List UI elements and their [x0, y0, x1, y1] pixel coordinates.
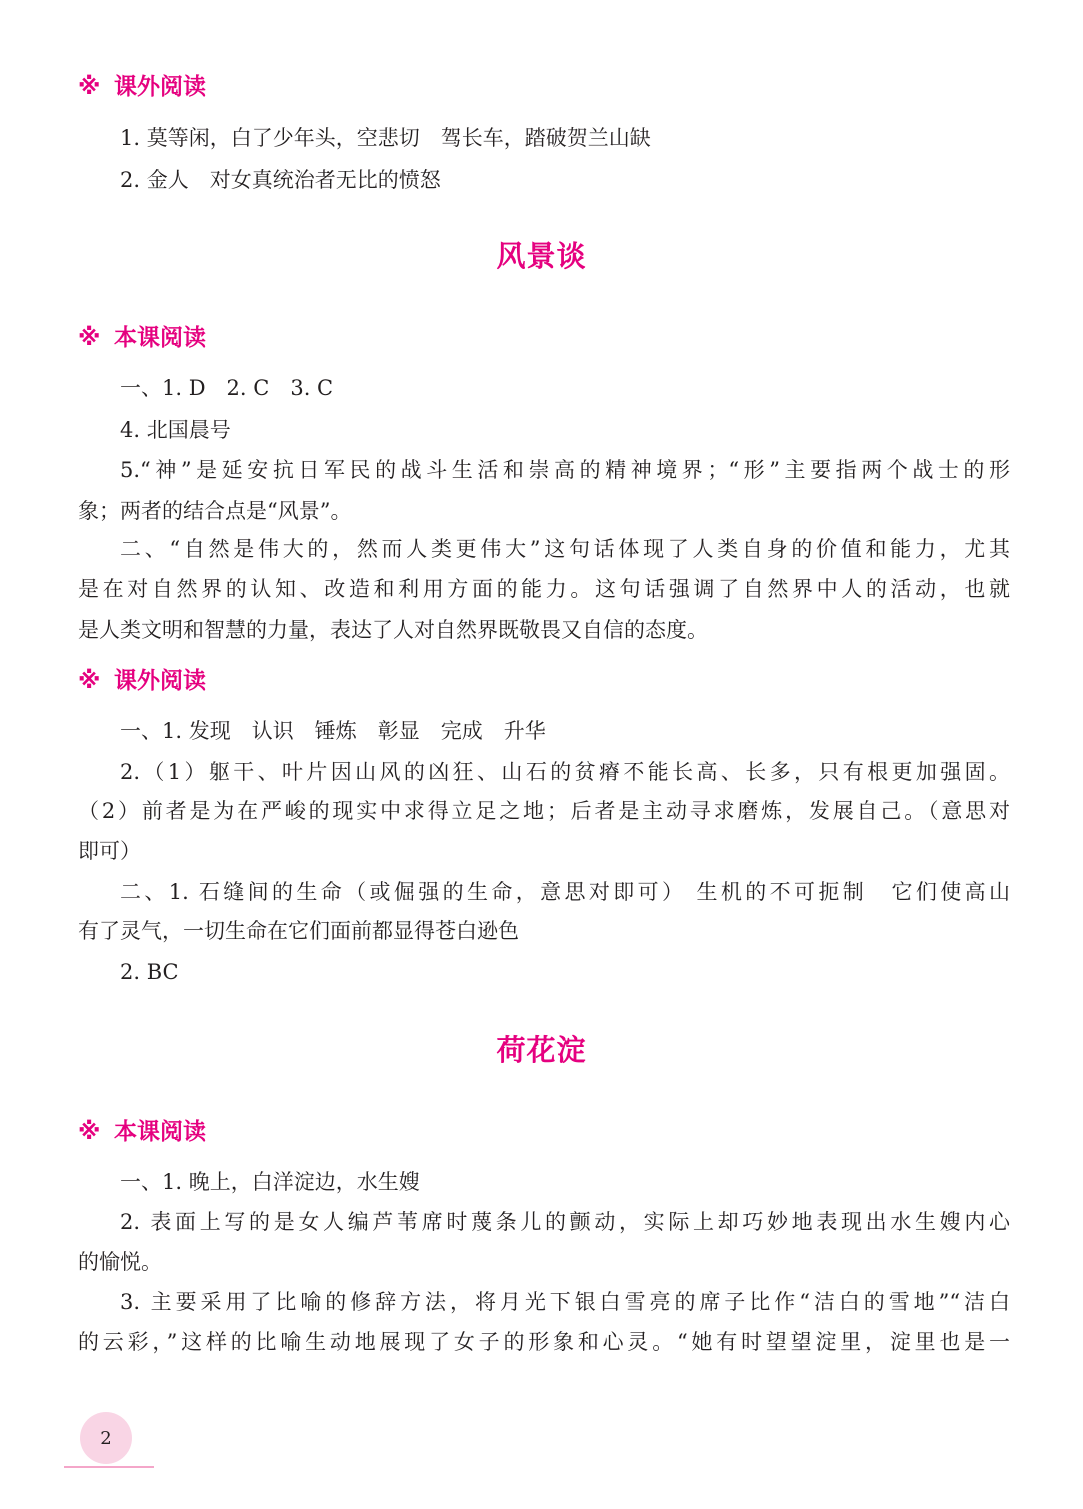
- reference-mark-icon: ※: [78, 1119, 101, 1145]
- answer-line: 5.“神”是延安抗日军民的战斗生活和崇高的精神境界；“形”主要指两个战士的形: [120, 458, 1010, 482]
- section-heading-extracurricular-1: [78, 72, 206, 102]
- answer-line: 有了灵气，一切生命在它们面前都显得苍白逊色: [78, 919, 519, 943]
- answer-line: 二、“自然是伟大的，然而人类更伟大”这句话体现了人类自身的价值和能力，尤其: [120, 537, 1010, 561]
- answer-line: 象；两者的结合点是“风景”。: [78, 499, 352, 523]
- answer-line: 一、1. 晚上，白洋淀边，水生嫂: [120, 1170, 420, 1194]
- reference-mark-icon: ※: [78, 668, 101, 694]
- answer-line: 一、1. 发现 认识 锤炼 彰显 完成 升华: [120, 719, 546, 743]
- answer-line: （2）前者是为在严峻的现实中求得立足之地；后者是主动寻求磨炼，发展自己。（意思对: [78, 799, 1010, 823]
- section-heading-in-class-2: [78, 1117, 206, 1147]
- reference-mark-icon: ※: [78, 325, 101, 351]
- answer-line: 1. 莫等闲，白了少年头，空悲切 驾长车，踏破贺兰山缺: [120, 126, 651, 150]
- section-heading-label: 本课阅读: [114, 1119, 206, 1145]
- section-heading-in-class-1: [78, 323, 206, 353]
- answer-line: 的云彩，”这样的比喻生动地展现了女子的形象和心灵。“她有时望望淀里，淀里也是一: [78, 1330, 1010, 1354]
- answer-line: 4. 北国晨号: [120, 418, 231, 442]
- answer-line: 3. 主要采用了比喻的修辞方法，将月光下银白雪亮的席子比作“洁白的雪地”“洁白: [120, 1290, 1010, 1314]
- lesson-title: 风景谈: [496, 239, 587, 273]
- answer-line: 2. 表面上写的是女人编芦苇席时蔑条儿的颤动，实际上却巧妙地表现出水生嫂内心: [120, 1210, 1010, 1234]
- answer-line: 2. BC: [120, 960, 179, 984]
- answer-line: 的愉悦。: [78, 1250, 162, 1274]
- section-heading-label: 本课阅读: [114, 325, 206, 351]
- answer-line: 2.（1）躯干、叶片因山风的凶狂、山石的贫瘠不能长高、长多，只有根更加强固。: [120, 760, 1010, 784]
- section-heading-extracurricular-2: [78, 666, 206, 696]
- answer-line: 一、1. D 2. C 3. C: [120, 376, 334, 400]
- answer-line: 是人类文明和智慧的力量，表达了人对自然界既敬畏又自信的态度。: [78, 618, 708, 642]
- answer-line: 二、1. 石缝间的生命（或倔强的生命，意思对即可） 生机的不可扼制 它们使高山: [120, 880, 1010, 904]
- page-number-badge: [80, 1412, 136, 1468]
- section-heading-label: 课外阅读: [114, 668, 206, 694]
- reference-mark-icon: ※: [78, 74, 101, 100]
- lesson-title: 荷花淀: [496, 1033, 587, 1067]
- page-number: 2: [80, 1412, 132, 1464]
- answer-line: 即可）: [78, 839, 141, 863]
- answer-line: 是在对自然界的认知、改造和利用方面的能力。这句话强调了自然界中人的活动，也就: [78, 577, 1010, 601]
- page-footer-rule: [64, 1466, 154, 1468]
- section-heading-label: 课外阅读: [114, 74, 206, 100]
- answer-line: 2. 金人 对女真统治者无比的愤怒: [120, 168, 441, 192]
